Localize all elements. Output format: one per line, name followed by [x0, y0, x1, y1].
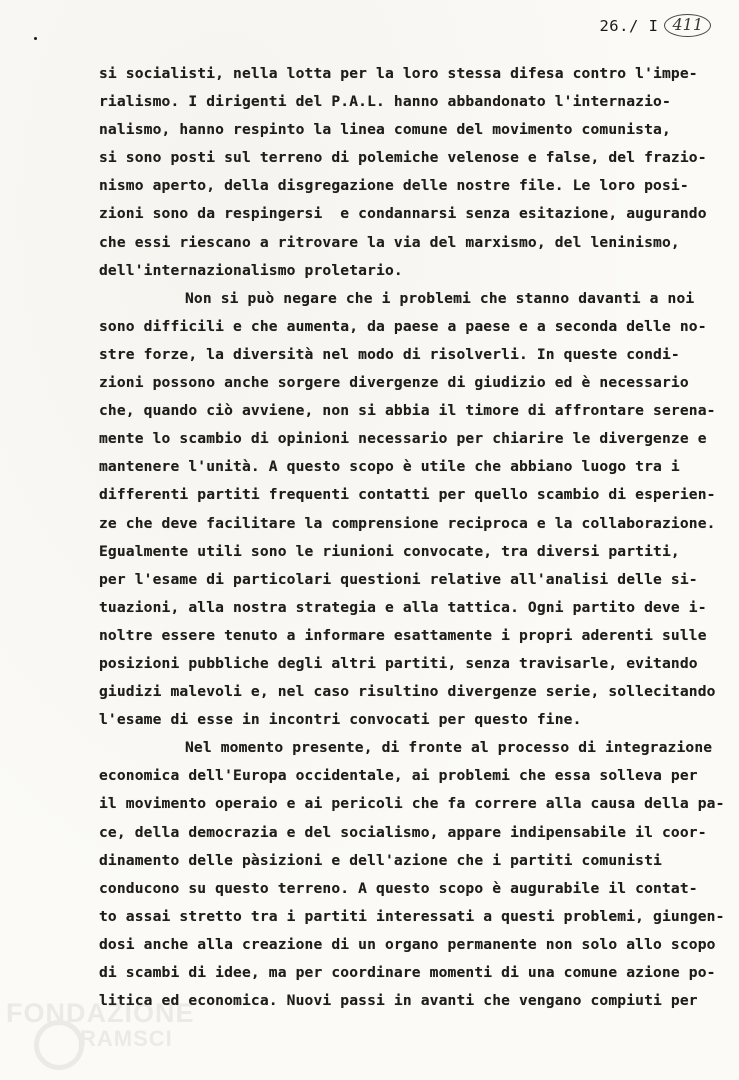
text-line: posizioni pubbliche degli altri partiti, senza travisarle, evitando [99, 654, 698, 672]
text-line: sono difficili e che aumenta, da paese a paese e a seconda delle no- [99, 317, 707, 335]
text-line: nismo aperto, della disgregazione delle nostre file. Le loro posi- [99, 177, 689, 195]
page-reference: 26./ I [599, 16, 659, 35]
paragraph [99, 60, 714, 285]
text-line: che, quando ciò avviene, non si abbia il timore di affrontare serena- [99, 402, 716, 420]
text-line: conducono su questo terreno. A questo scopo è augurabile il contat- [99, 879, 698, 897]
text-line: dell'internazionalismo proletario. [99, 261, 403, 279]
text-line: litica ed economica. Nuovi passi in avanti che vengano compiuti per [99, 992, 698, 1010]
text-line: giudizi malevoli e, nel caso risultino divergenze serie, sollecitando [99, 683, 716, 701]
text-line: si sono posti sul terreno di polemiche velenose e false, del frazio- [99, 149, 707, 167]
text-line: noltre essere tenuto a informare esattamente i propri aderenti sulle [99, 626, 707, 644]
text-line: zioni possono anche sorgere divergenze di giudizio ed è necessario [99, 374, 689, 392]
text-line: nalismo, hanno respinto la linea comune del movimento comunista, [99, 121, 671, 139]
text-line: differenti partiti frequenti contatti per quello scambio di esperien- [99, 486, 716, 504]
text-line: dinamento delle pàsizioni e dell'azione che i partiti comunisti [99, 851, 662, 869]
page-header [599, 14, 711, 37]
text-line: l'esame di esse in incontri convocati per questo fine. [99, 711, 582, 729]
text-line: il movimento operaio e ai pericoli che fa correre alla causa della pa- [99, 795, 725, 813]
text-line: di scambi di idee, ma per coordinare momenti di una comune azione po- [99, 964, 716, 981]
text-line: stre forze, la diversità nel modo di risolverli. In queste condi- [99, 345, 680, 363]
text-line: to assai stretto tra i partiti interessati a questi problemi, giungen- [99, 907, 725, 925]
text-line: per l'esame di particolari questioni relative all'analisi delle si- [99, 570, 698, 588]
text-line: mente lo scambio di opinioni necessario per chiarire le divergenze e [99, 430, 707, 448]
text-line: si socialisti, nella lotta per la loro stessa difesa contro l'impe- [99, 65, 698, 82]
text-line: rialismo. I dirigenti del P.A.L. hanno abbandonato l'internazio- [99, 93, 671, 111]
text-line: Non si può negare che i problemi che stanno davanti a noi [185, 289, 695, 307]
text-line: mantenere l'unità. A questo scopo è utile che abbiano luogo tra i [99, 458, 680, 476]
paragraph [99, 285, 714, 735]
text-line: tuazioni, alla nostra strategia e alla tattica. Ogni partito deve i- [99, 598, 707, 616]
text-line: economica dell'Europa occidentale, ai problemi che essa solleva per [99, 767, 698, 785]
paragraph [99, 734, 725, 1015]
typewritten-body [99, 60, 725, 1015]
text-line: Egualmente utili sono le riunioni convocate, tra diversi partiti, [99, 542, 680, 560]
archive-page-number: 411 [664, 14, 711, 37]
text-line: zioni sono da respingersi e condannarsi senza esitazione, augurando [99, 205, 707, 223]
ink-speck [34, 37, 37, 40]
text-line: ce, della democrazia e del socialismo, appare indipensabile il coor- [99, 823, 707, 841]
watermark-line2: RAMSCI [80, 1026, 173, 1051]
watermark-line1: FONDAZIONE [6, 998, 195, 1028]
text-line: Nel momento presente, di fronte al processo di integrazione [185, 739, 713, 757]
archive-watermark-logo [6, 998, 206, 1076]
text-line: dosi anche alla creazione di un organo permanente non solo allo scopo [99, 935, 716, 953]
text-line: che essi riescano a ritrovare la via del marxismo, del leninismo, [99, 233, 680, 251]
text-line: ze che deve facilitare la comprensione reciproca e la collaborazione. [99, 514, 716, 532]
